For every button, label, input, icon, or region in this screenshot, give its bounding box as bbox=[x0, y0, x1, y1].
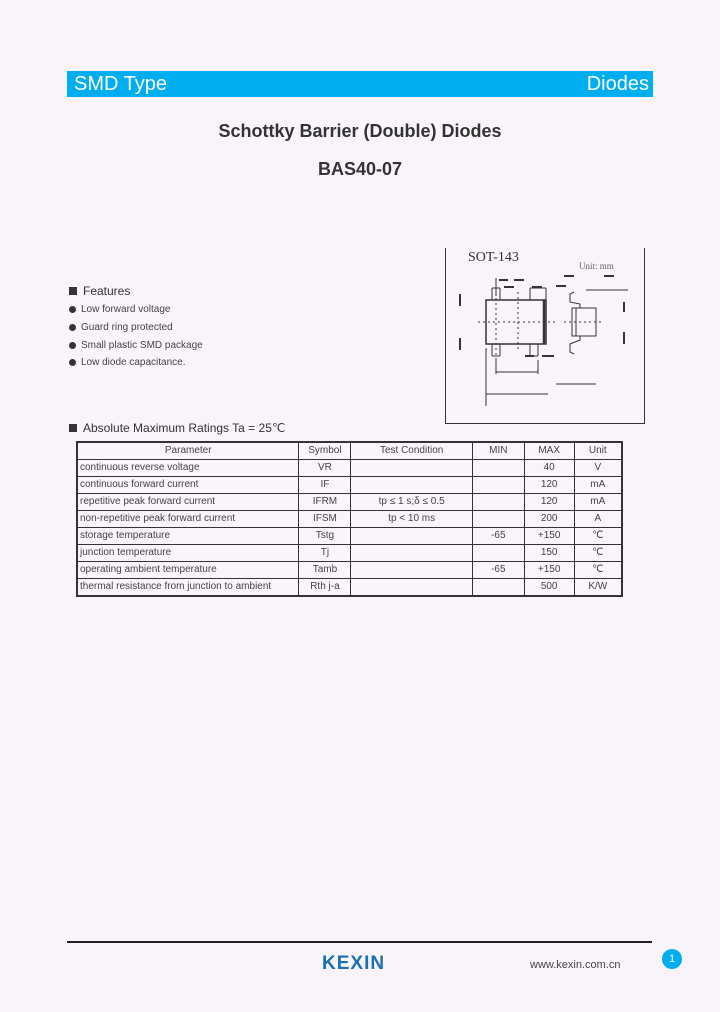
cell-max: 200 bbox=[524, 511, 574, 528]
cell-max: 150 bbox=[524, 545, 574, 562]
cell-unit: A bbox=[574, 511, 622, 528]
column-header: MAX bbox=[524, 442, 574, 460]
cell-symbol: Tstg bbox=[299, 528, 351, 545]
header-right-label: Diodes bbox=[586, 73, 649, 95]
cell-max: 120 bbox=[524, 477, 574, 494]
header-bar bbox=[67, 71, 653, 97]
cell-unit: mA bbox=[574, 494, 622, 511]
table-row bbox=[77, 511, 622, 528]
package-name: SOT-143 bbox=[468, 250, 519, 265]
bullet-icon bbox=[69, 359, 76, 366]
cell-symbol: VR bbox=[299, 460, 351, 477]
package-outline-diagram bbox=[446, 248, 646, 424]
cell-max: +150 bbox=[524, 562, 574, 579]
cell-parameter: storage temperature bbox=[77, 528, 299, 545]
cell-condition bbox=[351, 528, 473, 545]
list-item bbox=[69, 336, 203, 354]
cell-parameter: thermal resistance from junction to ambient bbox=[77, 579, 299, 597]
package-drawing bbox=[445, 248, 645, 424]
list-item bbox=[69, 301, 203, 319]
cell-max: 40 bbox=[524, 460, 574, 477]
cell-condition bbox=[351, 460, 473, 477]
cell-condition bbox=[351, 545, 473, 562]
cell-symbol: IF bbox=[299, 477, 351, 494]
website-link[interactable]: www.kexin.com.cn bbox=[530, 959, 621, 971]
cell-min bbox=[472, 460, 524, 477]
cell-symbol: Tamb bbox=[299, 562, 351, 579]
cell-parameter: repetitive peak forward current bbox=[77, 494, 299, 511]
table-row bbox=[77, 494, 622, 511]
column-header: Parameter bbox=[77, 442, 299, 460]
table-row bbox=[77, 545, 622, 562]
cell-unit: ℃ bbox=[574, 545, 622, 562]
cell-condition: tp ≤ 1 s;δ ≤ 0.5 bbox=[351, 494, 473, 511]
cell-min: -65 bbox=[472, 562, 524, 579]
cell-parameter: operating ambient temperature bbox=[77, 562, 299, 579]
package-unit: Unit: mm bbox=[579, 261, 614, 271]
table-row bbox=[77, 579, 622, 597]
ratings-table bbox=[76, 441, 623, 597]
features-heading-label: Features bbox=[83, 284, 131, 298]
footer-divider bbox=[67, 941, 652, 943]
ratings-heading bbox=[69, 421, 285, 435]
cell-unit: ℃ bbox=[574, 562, 622, 579]
cell-max: +150 bbox=[524, 528, 574, 545]
table-header-row bbox=[77, 442, 622, 460]
cell-parameter: continuous reverse voltage bbox=[77, 460, 299, 477]
square-bullet-icon bbox=[69, 287, 77, 295]
table-row bbox=[77, 562, 622, 579]
table-row bbox=[77, 477, 622, 494]
cell-min bbox=[472, 545, 524, 562]
cell-max: 500 bbox=[524, 579, 574, 597]
bullet-icon bbox=[69, 306, 76, 313]
cell-parameter: non-repetitive peak forward current bbox=[77, 511, 299, 528]
list-item bbox=[69, 354, 203, 372]
features-list bbox=[69, 301, 203, 372]
cell-min bbox=[472, 579, 524, 597]
cell-max: 120 bbox=[524, 494, 574, 511]
kexin-logo: KEXIN bbox=[322, 953, 386, 974]
cell-symbol: IFSM bbox=[299, 511, 351, 528]
features-heading bbox=[69, 284, 130, 298]
bullet-icon bbox=[69, 342, 76, 349]
list-item bbox=[69, 319, 203, 337]
cell-condition bbox=[351, 562, 473, 579]
bullet-icon bbox=[69, 324, 76, 331]
cell-symbol: Tj bbox=[299, 545, 351, 562]
cell-unit: K/W bbox=[574, 579, 622, 597]
cell-condition: tp < 10 ms bbox=[351, 511, 473, 528]
cell-min bbox=[472, 477, 524, 494]
column-header: Symbol bbox=[299, 442, 351, 460]
feature-text: Low diode capacitance. bbox=[81, 357, 186, 369]
square-bullet-icon bbox=[69, 424, 77, 432]
header-left-label: SMD Type bbox=[74, 73, 167, 95]
feature-text: Low forward voltage bbox=[81, 304, 171, 316]
cell-symbol: Rth j-a bbox=[299, 579, 351, 597]
table-row bbox=[77, 528, 622, 545]
column-header: Test Condition bbox=[351, 442, 473, 460]
document-title: Schottky Barrier (Double) Diodes bbox=[218, 121, 502, 141]
table-row bbox=[77, 460, 622, 477]
column-header: Unit bbox=[574, 442, 622, 460]
feature-text: Guard ring protected bbox=[81, 322, 173, 334]
ratings-heading-label: Absolute Maximum Ratings Ta = 25℃ bbox=[83, 421, 286, 435]
page-number-badge: 1 bbox=[662, 949, 682, 969]
column-header: MIN bbox=[472, 442, 524, 460]
feature-text: Small plastic SMD package bbox=[81, 339, 203, 351]
cell-unit: V bbox=[574, 460, 622, 477]
cell-unit: ℃ bbox=[574, 528, 622, 545]
part-number: BAS40-07 bbox=[317, 159, 403, 179]
cell-symbol: IFRM bbox=[299, 494, 351, 511]
cell-unit: mA bbox=[574, 477, 622, 494]
cell-min bbox=[472, 494, 524, 511]
cell-min bbox=[472, 511, 524, 528]
cell-condition bbox=[351, 579, 473, 597]
cell-min: -65 bbox=[472, 528, 524, 545]
cell-condition bbox=[351, 477, 473, 494]
cell-parameter: junction temperature bbox=[77, 545, 299, 562]
cell-parameter: continuous forward current bbox=[77, 477, 299, 494]
